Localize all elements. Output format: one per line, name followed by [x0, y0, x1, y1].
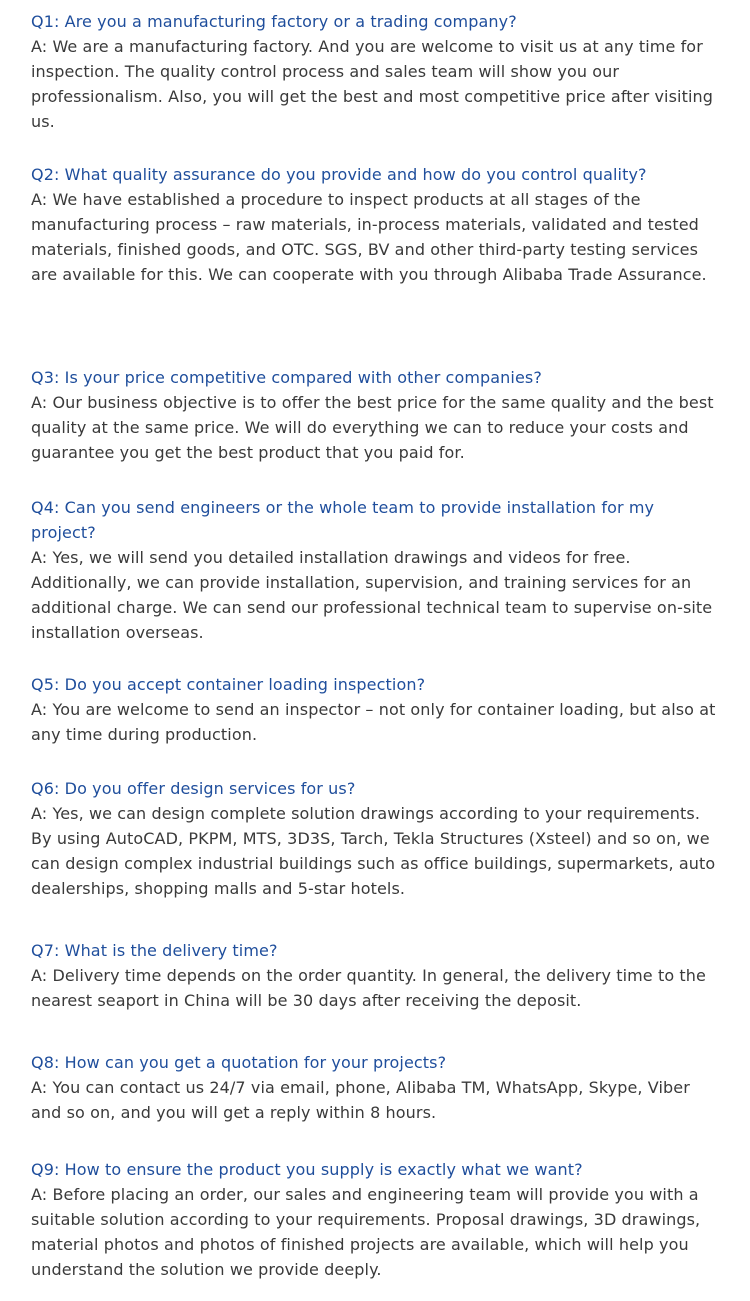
faq-answer: A: Yes, we will send you detailed installation drawings and videos for free. Additionally, we can provide installation, supervision, and training services for an additional charge. We can send our professional technical team to supervise on-site installation overseas. [31, 548, 713, 642]
faq-answer: A: Yes, we can design complete solution drawings according to your requirements. By using AutoCAD, PKPM, MTS, 3D3S, Tarch, Tekla Structures (Xsteel) and so on, we can design complex industrial buildings such as office buildings, supermarkets, auto dealerships, shopping malls and 5-star hotels. [31, 804, 716, 898]
faq-question: Q9: How to ensure the product you supply is exactly what we want? [31, 1160, 583, 1179]
faq-question: Q5: Do you accept container loading inspection? [31, 675, 426, 694]
faq-item-6 [31, 776, 723, 901]
faq-item-7 [31, 938, 723, 1013]
faq-item-3 [31, 365, 723, 465]
faq-question: Q8: How can you get a quotation for your projects? [31, 1053, 447, 1072]
faq-item-4 [31, 495, 723, 645]
faq-question: Q6: Do you offer design services for us? [31, 779, 356, 798]
faq-item-9 [31, 1157, 723, 1282]
faq-question: Q4: Can you send engineers or the whole team to provide installation for my project? [31, 498, 655, 542]
faq-question: Q7: What is the delivery time? [31, 941, 278, 960]
faq-answer: A: We are a manufacturing factory. And you are welcome to visit us at any time for inspection. The quality control process and sales team will show you our professionalism. Also, you will get the best and most competitive price after visiting us. [31, 37, 713, 131]
faq-answer: A: Delivery time depends on the order quantity. In general, the delivery time to the nearest seaport in China will be 30 days after receiving the deposit. [31, 966, 706, 1010]
faq-answer: A: Before placing an order, our sales and engineering team will provide you with a suitable solution according to your requirements. Proposal drawings, 3D drawings, material photos and photos of finished projects are available, which will help you understand the solution we provide deeply. [31, 1185, 701, 1279]
faq-question: Q3: Is your price competitive compared with other companies? [31, 368, 542, 387]
faq-answer: A: You can contact us 24/7 via email, phone, Alibaba TM, WhatsApp, Skype, Viber and so on, and you will get a reply within 8 hours. [31, 1078, 690, 1122]
faq-answer: A: You are welcome to send an inspector – not only for container loading, but also at any time during production. [31, 700, 716, 744]
faq-question: Q1: Are you a manufacturing factory or a trading company? [31, 12, 517, 31]
faq-answer: A: We have established a procedure to inspect products at all stages of the manufacturing process – raw materials, in-process materials, validated and tested materials, finished goods, and OTC. SGS, BV and other third-party testing services are available for this. We can cooperate with you through Alibaba Trade Assurance. [31, 190, 707, 284]
faq-item-8 [31, 1050, 723, 1125]
faq-answer: A: Our business objective is to offer the best price for the same quality and the best quality at the same price. We will do everything we can to reduce your costs and guarantee you get the best product that you paid for. [31, 393, 714, 462]
faq-item-2 [31, 162, 723, 287]
faq-item-5 [31, 672, 723, 747]
faq-question: Q2: What quality assurance do you provide and how do you control quality? [31, 165, 647, 184]
faq-item-1 [31, 9, 723, 134]
